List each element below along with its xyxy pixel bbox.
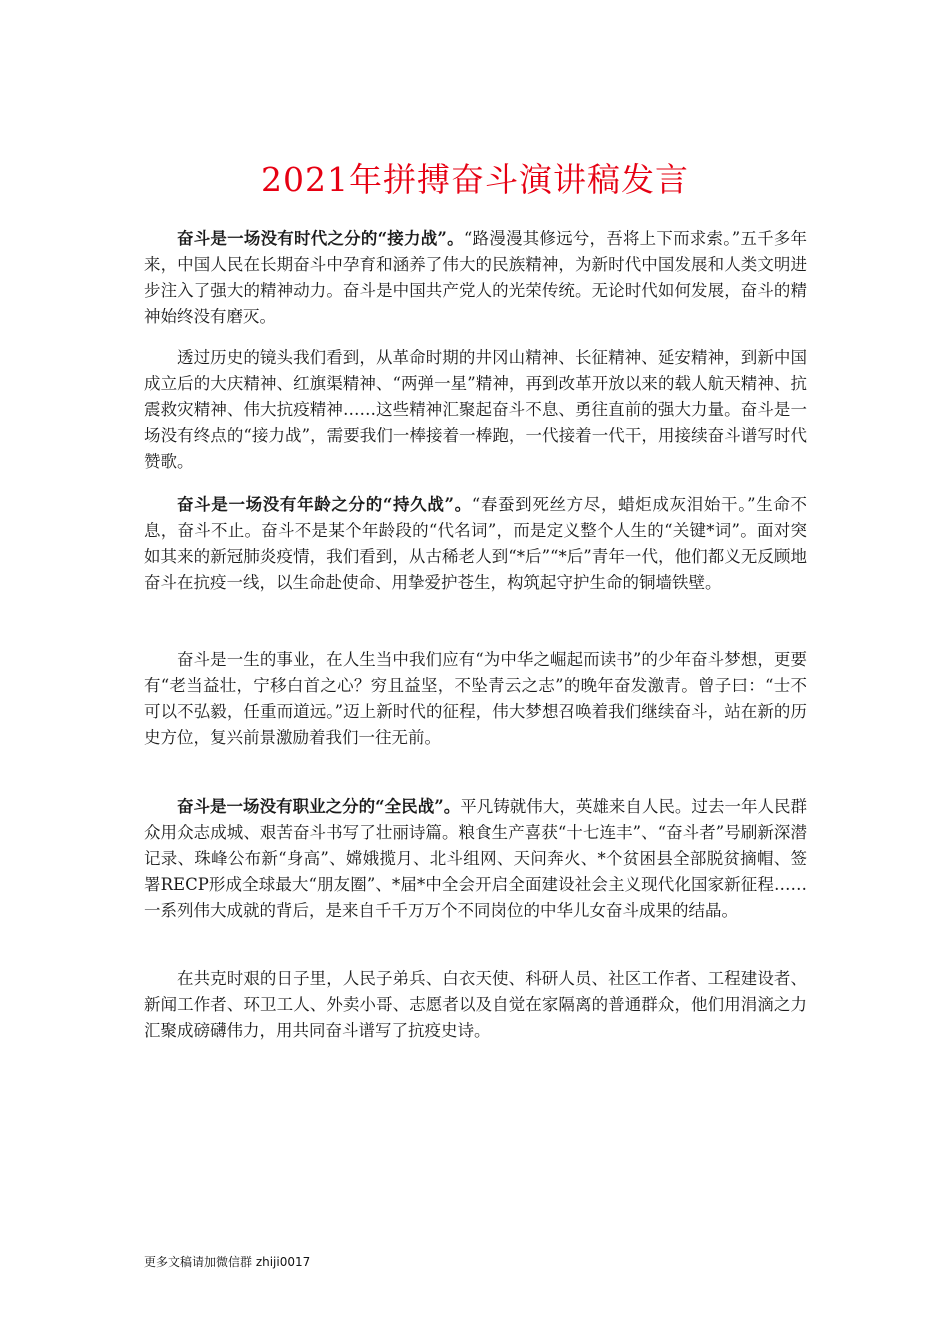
paragraph-1	[144, 226, 807, 330]
paragraph-6	[144, 966, 807, 1044]
paragraph-5-lead: 奋斗是一场没有职业之分的“全民战”。	[177, 797, 461, 816]
paragraph-4	[144, 647, 807, 751]
paragraph-6-text: 在共克时艰的日子里，人民子弟兵、白衣天使、科研人员、社区工作者、工程建设者、新闻工作者、环卫工人、外卖小哥、志愿者以及自觉在家隔离的普通群众，他们用涓滴之力汇聚成磅礴伟力，用共同奋斗谱写了抗疫史诗。	[144, 969, 807, 1040]
paragraph-1-lead: 奋斗是一场没有时代之分的“接力战”。	[177, 229, 464, 248]
document-title: 2021年拼搏奋斗演讲稿发言	[261, 160, 689, 199]
paragraph-2-text: 透过历史的镜头我们看到，从革命时期的井冈山精神、长征精神、延安精神，到新中国成立后的大庆精神、红旗渠精神、“两弹一星”精神，再到改革开放以来的载人航天精神、抗震救灾精神、伟大抗疫精神……这些精神汇聚起奋斗不息、勇往直前的强大力量。奋斗是一场没有终点的“接力战”，需要我们一棒接着一棒跑，一代接着一代干，用接续奋斗谱写时代赞歌。	[144, 348, 807, 471]
paragraph-3-lead: 奋斗是一场没有年龄之分的“持久战”。	[177, 495, 472, 514]
paragraph-4-text: 奋斗是一生的事业，在人生当中我们应有“为中华之崛起而读书”的少年奋斗梦想，更要有“老当益壮，宁移白首之心？穷且益坚，不坠青云之志”的晚年奋发激青。曾子曰：“士不可以不弘毅，任重而道远。”迈上新时代的征程，伟大梦想召唤着我们继续奋斗，站在新的历史方位，复兴前景激励着我们一往无前。	[144, 650, 807, 747]
paragraph-1-text: “路漫漫其修远兮，吾将上下而求索。”五千多年来，中国人民在长期奋斗中孕育和涵养了伟大的民族精神，为新时代中国发展和人类文明进步注入了强大的精神动力。奋斗是中国共产党人的光荣传统。无论时代如何发展，奋斗的精神始终没有磨灭。	[144, 229, 807, 326]
paragraph-2	[144, 345, 807, 475]
footer-note: 更多文稿请加微信群 zhiji0017	[144, 1255, 311, 1269]
paragraph-5-text: 平凡铸就伟大，英雄来自人民。过去一年人民群众用众志成城、艰苦奋斗书写了壮丽诗篇。粮食生产喜获“十七连丰”、“奋斗者”号刷新深潜记录、珠峰公布新“身高”、嫦娥揽月、北斗组网、天问奔火、*个贫困县全部脱贫摘帽、签署RECP形成全球最大“朋友圈”、*届*中全会开启全面建设社会主义现代化国家新征程……一系列伟大成就的背后，是来自千千万万个不同岗位的中华儿女奋斗成果的结晶。	[144, 797, 808, 920]
paragraph-3	[144, 492, 807, 596]
paragraph-5	[144, 794, 807, 924]
paragraph-3-text: “春蚕到死丝方尽，蜡炬成灰泪始干。”生命不息，奋斗不止。奋斗不是某个年龄段的“代名词”，而是定义整个人生的“关键*词”。面对突如其来的新冠肺炎疫情，我们看到，从古稀老人到“*后”“*后”青年一代，他们都义无反顾地奋斗在抗疫一线，以生命赴使命、用挚爱护苍生，构筑起守护生命的铜墙铁壁。	[144, 495, 808, 592]
